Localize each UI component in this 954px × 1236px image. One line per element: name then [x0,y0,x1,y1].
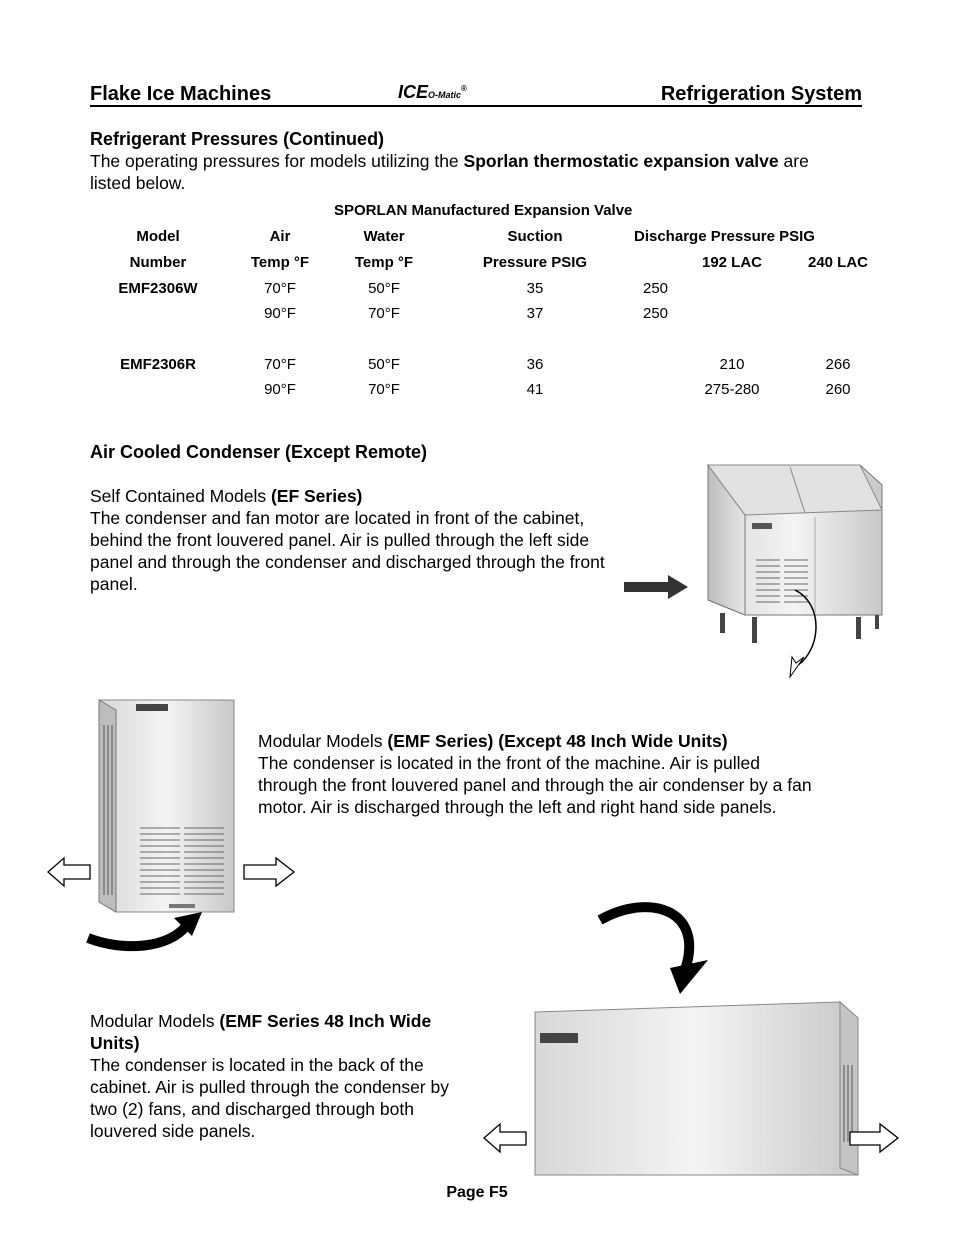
intro-text: The operating pressures for models utilizing the [90,151,464,171]
emf48-lead: Modular Models [90,1011,220,1031]
emf-line: motor. Air is discharged through the left and right hand side panels. [258,797,777,817]
cell-suction: 41 [526,381,544,398]
th-192-lac: 192 LAC [701,254,763,271]
page-number: Page F5 [446,1184,508,1201]
cell-air: 90°F [264,305,296,322]
th-air-temp: Temp °F [250,254,310,271]
intro-bold: Sporlan thermostatic expansion valve [463,151,779,171]
ef-machine-illustration [620,455,890,685]
curved-top-arrow-icon [600,907,708,994]
logo-registered: ® [461,84,467,93]
ef-bold: (EF Series) [270,486,363,506]
ice-o-matic-logo [398,82,467,103]
ef-lead: Self Contained Models [90,486,271,506]
cell-suction: 37 [526,305,544,322]
th-water-temp: Temp °F [354,254,414,271]
cell-240-lac: 266 [825,356,851,373]
cell-discharge: 250 [643,305,669,322]
arrow-left-outline-icon [484,1124,526,1152]
emf48-line: The condenser is located in the back of the [90,1055,424,1075]
table-caption: SPORLAN Manufactured Expansion Valve [334,202,633,219]
ef-line: panel and through the condenser and discharged through the front [90,552,605,572]
cell-240-lac: 260 [825,381,851,398]
cell-water: 70°F [368,381,400,398]
cell-192-lac: 275-280 [704,381,760,398]
curved-intake-arrow-icon [88,912,202,946]
emf-badge [136,704,168,711]
emf-paragraph [258,730,888,818]
emf48-bold-2: Units) [90,1033,140,1053]
emf-cabinet [99,700,234,912]
th-model: Model [136,228,180,245]
ef-paragraph [90,485,660,595]
th-water: Water [363,228,405,245]
cell-water: 70°F [368,305,400,322]
arrow-right-outline-icon [244,858,294,886]
header-left-title: Flake Ice Machines [90,83,272,105]
intro-line2: listed below. [90,173,186,193]
section-title-pressures: Refrigerant Pressures (Continued) [90,129,385,149]
th-suction-psig: Pressure PSIG [482,254,588,271]
ef-legs [720,613,879,643]
arrow-left-outline-icon [48,858,90,886]
cell-suction: 35 [526,280,544,297]
emf-line: through the front louvered panel and through the air condenser by a fan [258,775,812,795]
cell-air: 70°F [264,280,296,297]
cell-water: 50°F [368,280,400,297]
ef-cabinet [708,465,882,615]
th-suction: Suction [507,228,563,245]
cell-192-lac: 210 [719,356,745,373]
logo-script: ICE [398,82,429,102]
section-title-condenser: Air Cooled Condenser (Except Remote) [90,442,428,462]
header-rule [90,105,862,107]
ef-badge [752,523,772,529]
th-discharge: Discharge Pressure PSIG [634,228,815,245]
ef-line: behind the front louvered panel. Air is pulled through the left side [90,530,590,550]
emf48-badge [540,1033,578,1043]
th-air: Air [269,228,291,245]
cell-air: 70°F [264,356,296,373]
emf48-line: louvered side panels. [90,1121,256,1141]
th-number: Number [129,254,187,271]
intro-text-end: are [778,151,809,171]
logo-sub: O-Matic [428,90,462,100]
emf48-machine-illustration [480,890,910,1180]
emf48-cabinet [535,1002,858,1175]
cell-suction: 36 [526,356,544,373]
arrow-right-icon [624,575,688,599]
emf48-line: two (2) fans, and discharged through both [90,1099,414,1119]
cell-model: EMF2306R [120,356,196,373]
emf-bold: (EMF Series) (Except 48 Inch Wide Units) [387,731,728,751]
ef-line: panel. [90,574,138,594]
emf-line: The condenser is located in the front of the machine. Air is pulled [258,753,760,773]
header-right-title: Refrigeration System [660,83,862,105]
th-240-lac: 240 LAC [807,254,869,271]
emf48-line: cabinet. Air is pulled through the condenser by [90,1077,449,1097]
emf48-paragraph [90,1010,510,1142]
emf-lead: Modular Models [258,731,388,751]
ef-line: The condenser and fan motor are located in front of the cabinet, [90,508,585,528]
cell-model: EMF2306W [118,280,198,297]
cell-air: 90°F [264,381,296,398]
cell-discharge: 250 [643,280,669,297]
cell-water: 50°F [368,356,400,373]
emf48-bold: (EMF Series 48 Inch Wide [219,1011,432,1031]
pressures-intro [90,150,870,194]
